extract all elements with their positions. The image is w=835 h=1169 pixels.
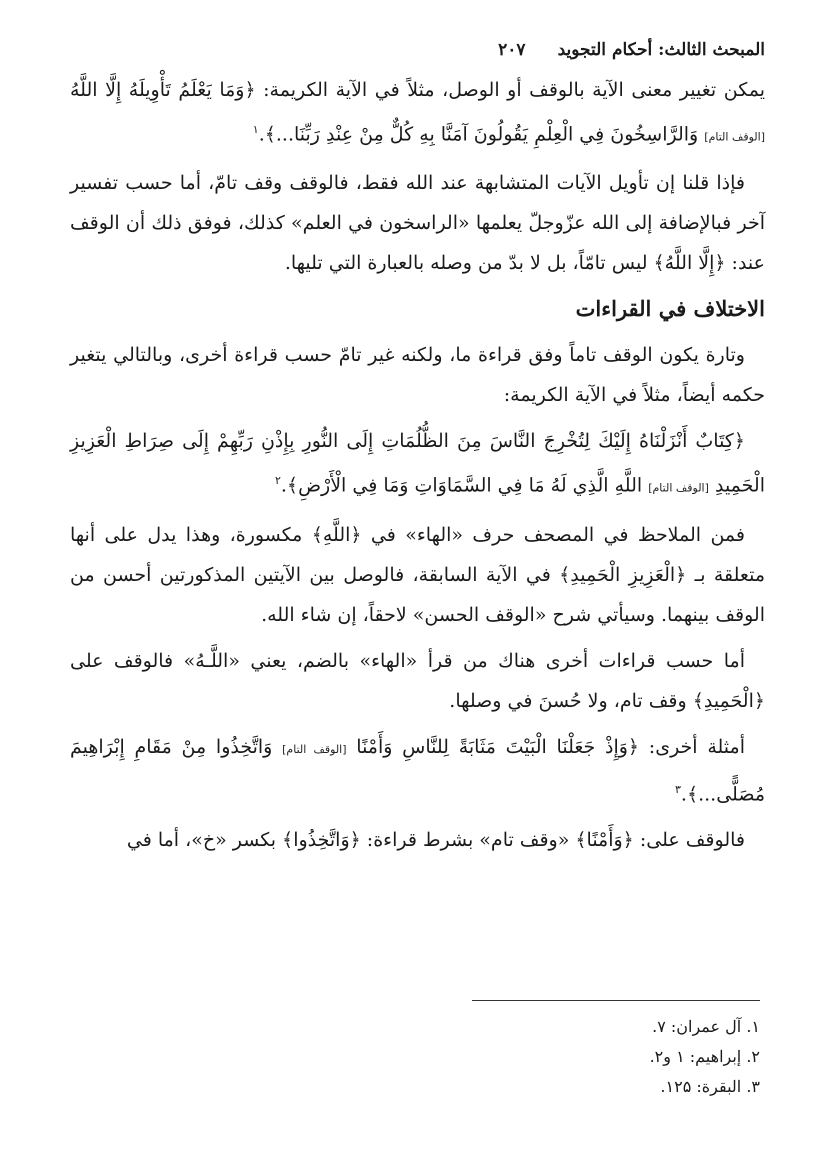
chapter-title: المبحث الثالث: أحكام التجويد — [557, 40, 765, 60]
paragraph-5: فمن الملاحظ في المصحف حرف «الهاء» في ﴿اللَّهِ﴾ مكسورة، وهذا يدل على أنها متعلقة بـ ﴿الْعَزِيزِ الْحَمِيدِ﴾ في الآية السابقة، فالوصل بين الآيتين المذكورتين أحسن من الوقف بينهما. وسيأتي شرح «الوقف الحسن» لاحقاً، إن شاء الله. — [70, 523, 765, 626]
stop-marker: [الوقف التام] — [282, 742, 347, 756]
footnote-1: ۱. آل عمران: ۷. — [652, 1017, 760, 1036]
paragraph-2: فإذا قلنا إن تأويل الآيات المتشابهة عند الله فقط، فالوقف وقف تامّ، أما حسب تفسير آخر فبالإضافة إلى الله عزّوجلّ يعلمها «الراسخون في العلم» كذلك، فوفق ذلك أن الوقف عند: ﴿إِلَّا اللَّهُ﴾ ليس تامّاً، بل لا بدّ من وصله بالعبارة التي تليها. — [70, 172, 765, 275]
footnote-2: ۲. إبراهيم: ۱ و۲. — [649, 1047, 760, 1066]
verse-part-a: ﴿كِتَابٌ أَنْزَلْنَاهُ إِلَيْكَ لِتُخْرِجَ النَّاسَ مِنَ الظُّلُمَاتِ إِلَى النُّورِ بِإِذْنِ رَبِّهِمْ إِلَى صِرَاطِ الْعَزِيزِ الْحَمِيدِ — [70, 430, 765, 497]
footnote-3: ۳. البقرة: ۱۲۵. — [660, 1077, 760, 1096]
verse-part-a: ﴿وَمَا يَعْلَمُ تَأْوِيلَهُ إِلَّا اللَّهُ — [70, 79, 256, 101]
paragraph-7-lead: أمثلة أخرى: — [639, 735, 745, 758]
paragraph-6: أما حسب قراءات أخرى هناك من قرأ «الهاء» بالضم، يعني «اللَّـهُ» فالوقف على ﴿الْحَمِيدِ﴾ وقف تام، ولا حُسنَ في وصلها. — [70, 649, 765, 712]
stop-marker: [الوقف التام] — [704, 130, 765, 144]
paragraph-1 — [70, 70, 765, 157]
verse-part-b: وَالرَّاسِخُونَ فِي الْعِلْمِ يَقُولُونَ آمَنَّا بِهِ كُلٌّ مِنْ عِنْدِ رَبِّنَا...﴾. — [258, 123, 699, 146]
stop-marker: [الوقف التام] — [648, 481, 709, 495]
running-header — [70, 30, 765, 70]
page-number: ۲۰۷ — [498, 40, 526, 60]
paragraph-7 — [70, 727, 765, 814]
footnote-ref-2[interactable]: ۲ — [274, 474, 281, 488]
verse-part-a: ﴿وَإِذْ جَعَلْنَا الْبَيْتَ مَثَابَةً لِلنَّاسِ وَأَمْنًا — [356, 735, 640, 758]
footnote-ref-1[interactable]: ۱ — [252, 123, 259, 136]
paragraph-3: وتارة يكون الوقف تاماً وفق قراءة ما، ولكنه غير تامّ حسب قراءة أخرى، وبالتالي يتغير حكمه أيضاً، مثلاً في الآية الكريمة: — [70, 344, 765, 407]
footnotes — [470, 1012, 760, 1102]
page-body — [70, 30, 765, 860]
verse-part-b: اللَّهِ الَّذِي لَهُ مَا فِي السَّمَاوَاتِ وَمَا فِي الْأَرْضِ﴾. — [280, 474, 643, 497]
paragraph-8: فالوقف على: ﴿وَأَمْنًا﴾ «وقف تام» بشرط قراءة: ﴿وَاتَّخِذُوا﴾ بكسر «خ»، أما في — [126, 828, 745, 851]
footnote-ref-3[interactable]: ۳ — [675, 782, 681, 796]
verse-part-b: وَاتَّخِذُوا مِنْ مَقَامِ إِبْرَاهِيمَ مُصَلًّى...﴾. — [70, 735, 765, 805]
footnote-divider — [472, 1000, 760, 1001]
section-heading: الاختلاف في القراءات — [575, 296, 765, 322]
paragraph-4 — [70, 421, 765, 508]
paragraph-1-lead: يمكن تغيير معنى الآية بالوقف أو الوصل، مثلاً في الآية الكريمة: — [255, 79, 766, 101]
